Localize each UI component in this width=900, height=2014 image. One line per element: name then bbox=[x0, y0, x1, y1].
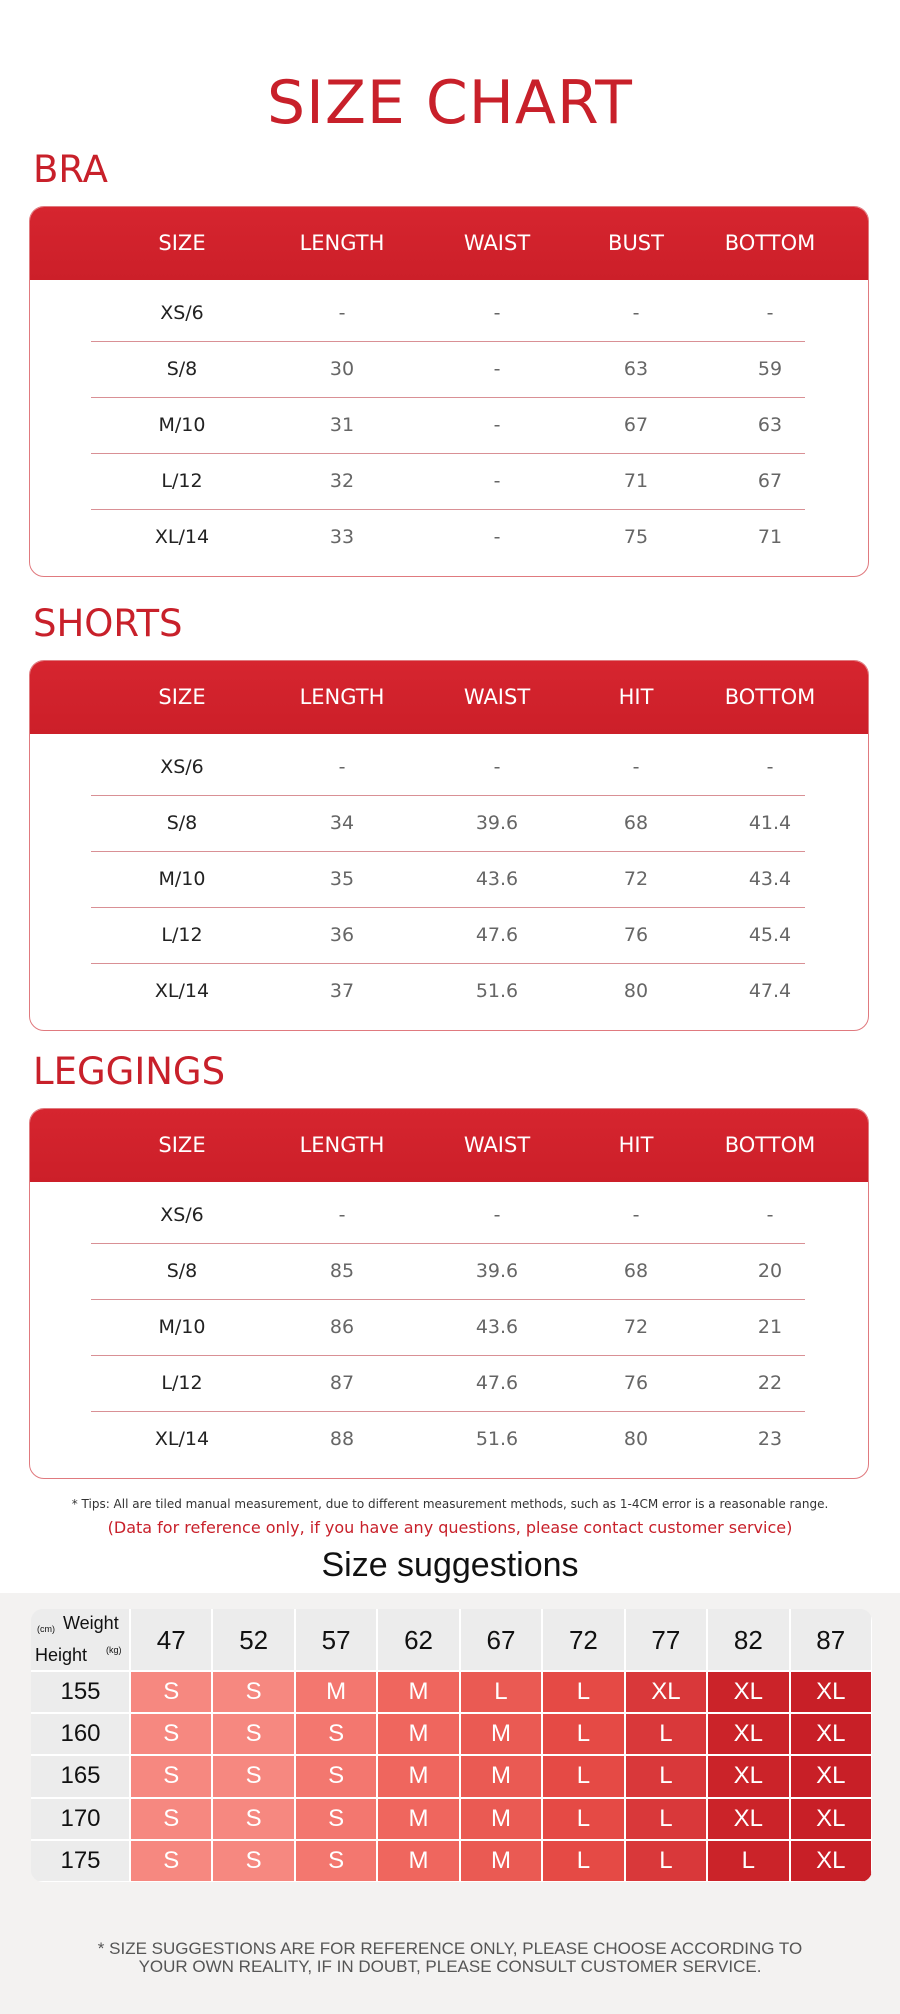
table-row bbox=[91, 285, 805, 342]
table-row bbox=[91, 739, 805, 796]
size-cell: XL/14 bbox=[154, 1428, 210, 1450]
size-suggestion-cell: M bbox=[460, 1798, 542, 1840]
height-row-header: 160 bbox=[31, 1713, 130, 1755]
size-suggestion-cell: XL bbox=[790, 1713, 872, 1755]
size-suggestion-cell: S bbox=[295, 1798, 377, 1840]
measurement-cell: 47.6 bbox=[475, 924, 519, 946]
size-suggestion-cell: M bbox=[377, 1798, 459, 1840]
measurement-cell: 68 bbox=[623, 1260, 649, 1282]
measurement-cell: - bbox=[338, 756, 346, 778]
measurement-cell: - bbox=[493, 526, 501, 548]
size-suggestion-cell: XL bbox=[790, 1798, 872, 1840]
measurement-cell: 21 bbox=[757, 1316, 783, 1338]
size-suggestion-cell: S bbox=[130, 1840, 212, 1882]
measurement-cell: - bbox=[493, 358, 501, 380]
size-suggestion-cell: M bbox=[460, 1840, 542, 1882]
measurement-cell: 43.4 bbox=[748, 868, 792, 890]
size-suggestion-cell: S bbox=[212, 1798, 294, 1840]
size-cell: XS/6 bbox=[160, 756, 204, 778]
measurement-cell: - bbox=[632, 1204, 640, 1226]
measurement-cell: 63 bbox=[623, 358, 649, 380]
kg-unit-label: (kg) bbox=[106, 1645, 122, 1655]
column-header: LENGTH bbox=[299, 685, 385, 709]
measurement-cell: - bbox=[766, 302, 774, 324]
table-header-row bbox=[30, 1109, 868, 1182]
column-header: LENGTH bbox=[299, 1133, 385, 1157]
measurement-cell: 39.6 bbox=[475, 1260, 519, 1282]
measurement-cell: 72 bbox=[623, 1316, 649, 1338]
measurement-cell: 34 bbox=[329, 812, 355, 834]
column-header: WAIST bbox=[463, 231, 531, 255]
size-cell: M/10 bbox=[158, 414, 206, 436]
column-header: LENGTH bbox=[299, 231, 385, 255]
size-suggestion-cell: L bbox=[542, 1755, 624, 1797]
size-suggestion-cell: L bbox=[542, 1840, 624, 1882]
cm-unit-label: (cm) bbox=[37, 1624, 55, 1634]
grid-divider bbox=[31, 1712, 872, 1714]
table-row bbox=[91, 1299, 805, 1356]
measurement-cell: - bbox=[766, 756, 774, 778]
measurement-cell: 30 bbox=[329, 358, 355, 380]
size-suggestion-cell: L bbox=[542, 1713, 624, 1755]
table-row bbox=[91, 397, 805, 454]
reference-note: (Data for reference only, if you have any questions, please contact customer service) bbox=[107, 1518, 793, 1537]
measurement-cell: 51.6 bbox=[475, 980, 519, 1002]
size-suggestion-cell: M bbox=[460, 1755, 542, 1797]
measurement-cell: 85 bbox=[329, 1260, 355, 1282]
measurement-cell: 36 bbox=[329, 924, 355, 946]
measurement-cell: 67 bbox=[757, 470, 783, 492]
column-header: BOTTOM bbox=[724, 231, 816, 255]
measurement-cell: - bbox=[338, 302, 346, 324]
column-header: WAIST bbox=[463, 685, 531, 709]
measurement-cell: 86 bbox=[329, 1316, 355, 1338]
measurement-cell: 41.4 bbox=[748, 812, 792, 834]
size-suggestion-cell: L bbox=[460, 1671, 542, 1713]
measurement-cell: 76 bbox=[623, 1372, 649, 1394]
size-cell: XL/14 bbox=[154, 526, 210, 548]
measurement-cell: 75 bbox=[623, 526, 649, 548]
size-suggestion-cell: L bbox=[625, 1798, 707, 1840]
footnote-line-1: * SIZE SUGGESTIONS ARE FOR REFERENCE ONLY, PLEASE CHOOSE ACCORDING TO bbox=[97, 1939, 803, 1958]
measurement-cell: 71 bbox=[757, 526, 783, 548]
grid-divider bbox=[624, 1609, 626, 1882]
weight-header-cell: 77 bbox=[625, 1609, 707, 1671]
size-suggestion-grid bbox=[31, 1609, 872, 1882]
suggestions-title: Size suggestions bbox=[321, 1546, 579, 1584]
table-row bbox=[91, 1243, 805, 1300]
measurement-cell: 43.6 bbox=[475, 868, 519, 890]
grid-corner-header bbox=[31, 1609, 130, 1671]
weight-header-cell: 87 bbox=[790, 1609, 872, 1671]
measurement-cell: 68 bbox=[623, 812, 649, 834]
column-header: WAIST bbox=[463, 1133, 531, 1157]
grid-divider bbox=[789, 1609, 791, 1882]
size-suggestion-cell: S bbox=[295, 1713, 377, 1755]
weight-header-cell: 62 bbox=[377, 1609, 459, 1671]
size-suggestion-cell: XL bbox=[625, 1671, 707, 1713]
size-suggestion-cell: M bbox=[295, 1671, 377, 1713]
size-cell: S/8 bbox=[166, 1260, 198, 1282]
measurement-cell: - bbox=[493, 756, 501, 778]
measurement-cell: - bbox=[493, 1204, 501, 1226]
size-suggestion-cell: S bbox=[212, 1713, 294, 1755]
size-suggestion-cell: L bbox=[625, 1713, 707, 1755]
grid-divider bbox=[31, 1754, 872, 1756]
grid-divider bbox=[294, 1609, 296, 1882]
measurement-cell: - bbox=[493, 414, 501, 436]
size-suggestion-cell: XL bbox=[707, 1713, 789, 1755]
grid-divider bbox=[541, 1609, 543, 1882]
size-suggestion-cell: L bbox=[707, 1840, 789, 1882]
size-cell: L/12 bbox=[161, 1372, 203, 1394]
table-row bbox=[91, 453, 805, 510]
size-cell: L/12 bbox=[161, 470, 203, 492]
page-title: SIZE CHART bbox=[267, 68, 633, 138]
column-header: BUST bbox=[608, 231, 664, 255]
column-header: HIT bbox=[618, 685, 654, 709]
measurement-cell: - bbox=[632, 756, 640, 778]
measurement-cell: 45.4 bbox=[748, 924, 792, 946]
measurement-cell: - bbox=[493, 470, 501, 492]
size-suggestion-cell: S bbox=[130, 1798, 212, 1840]
weight-header-cell: 82 bbox=[707, 1609, 789, 1671]
grid-divider bbox=[211, 1609, 213, 1882]
measurement-cell: 20 bbox=[757, 1260, 783, 1282]
size-suggestion-cell: XL bbox=[790, 1755, 872, 1797]
table-row bbox=[91, 1411, 805, 1467]
measurement-cell: 59 bbox=[757, 358, 783, 380]
size-suggestion-cell: S bbox=[130, 1671, 212, 1713]
height-row-header: 175 bbox=[31, 1840, 130, 1882]
size-cell: M/10 bbox=[158, 868, 206, 890]
column-header: HIT bbox=[618, 1133, 654, 1157]
column-header: BOTTOM bbox=[724, 1133, 816, 1157]
measurement-cell: 35 bbox=[329, 868, 355, 890]
suggestions-footnote bbox=[0, 1940, 900, 1976]
size-suggestion-cell: S bbox=[212, 1671, 294, 1713]
measurement-cell: 87 bbox=[329, 1372, 355, 1394]
measurement-cell: 47.6 bbox=[475, 1372, 519, 1394]
grid-divider bbox=[31, 1670, 872, 1672]
measurement-tip: * Tips: All are tiled manual measurement, due to different measurement methods, such as 1-4CM error is a reasonable range. bbox=[71, 1497, 829, 1511]
size-suggestion-cell: L bbox=[542, 1671, 624, 1713]
measurement-cell: 80 bbox=[623, 1428, 649, 1450]
size-suggestion-cell: S bbox=[130, 1713, 212, 1755]
measurement-cell: - bbox=[338, 1204, 346, 1226]
table-row bbox=[91, 851, 805, 908]
weight-header-cell: 67 bbox=[460, 1609, 542, 1671]
size-cell: S/8 bbox=[166, 812, 198, 834]
section-title-bra: BRA bbox=[33, 148, 108, 191]
footnote-line-2: YOUR OWN REALITY, IF IN DOUBT, PLEASE CONSULT CUSTOMER SERVICE. bbox=[138, 1957, 762, 1976]
size-suggestion-cell: XL bbox=[707, 1671, 789, 1713]
weight-header-cell: 57 bbox=[295, 1609, 377, 1671]
size-cell: XS/6 bbox=[160, 1204, 204, 1226]
measurement-cell: 22 bbox=[757, 1372, 783, 1394]
size-cell: L/12 bbox=[161, 924, 203, 946]
table-card-shorts bbox=[29, 660, 869, 1031]
measurement-cell: 39.6 bbox=[475, 812, 519, 834]
height-label: Height bbox=[35, 1645, 88, 1665]
size-suggestion-cell: L bbox=[625, 1755, 707, 1797]
size-suggestion-cell: XL bbox=[790, 1840, 872, 1882]
grid-divider bbox=[459, 1609, 461, 1882]
column-header: SIZE bbox=[158, 685, 206, 709]
measurement-cell: 51.6 bbox=[475, 1428, 519, 1450]
height-row-header: 155 bbox=[31, 1671, 130, 1713]
measurement-cell: 80 bbox=[623, 980, 649, 1002]
size-cell: XS/6 bbox=[160, 302, 204, 324]
size-suggestion-cell: M bbox=[377, 1755, 459, 1797]
table-row bbox=[91, 963, 805, 1019]
size-suggestion-cell: S bbox=[212, 1755, 294, 1797]
size-suggestion-cell: XL bbox=[790, 1671, 872, 1713]
measurement-cell: 31 bbox=[329, 414, 355, 436]
grid-divider bbox=[31, 1797, 872, 1799]
weight-header-cell: 72 bbox=[542, 1609, 624, 1671]
size-cell: S/8 bbox=[166, 358, 198, 380]
table-row bbox=[91, 1355, 805, 1412]
size-suggestion-cell: M bbox=[377, 1840, 459, 1882]
measurement-cell: 76 bbox=[623, 924, 649, 946]
size-suggestion-cell: S bbox=[212, 1840, 294, 1882]
weight-header-cell: 47 bbox=[130, 1609, 212, 1671]
table-header-row bbox=[30, 661, 868, 734]
grid-divider bbox=[129, 1609, 131, 1882]
grid-divider bbox=[31, 1839, 872, 1841]
measurement-cell: 88 bbox=[329, 1428, 355, 1450]
size-cell: M/10 bbox=[158, 1316, 206, 1338]
size-suggestion-cell: XL bbox=[707, 1798, 789, 1840]
size-suggestion-cell: S bbox=[295, 1755, 377, 1797]
weight-label: Weight bbox=[63, 1613, 119, 1633]
grid-divider bbox=[706, 1609, 708, 1882]
column-header: BOTTOM bbox=[724, 685, 816, 709]
measurement-cell: - bbox=[632, 302, 640, 324]
table-row bbox=[91, 795, 805, 852]
size-suggestion-cell: M bbox=[377, 1713, 459, 1755]
height-row-header: 170 bbox=[31, 1798, 130, 1840]
measurement-cell: 33 bbox=[329, 526, 355, 548]
size-cell: XL/14 bbox=[154, 980, 210, 1002]
table-card-leggings bbox=[29, 1108, 869, 1479]
measurement-cell: 71 bbox=[623, 470, 649, 492]
measurement-cell: 37 bbox=[329, 980, 355, 1002]
table-row bbox=[91, 509, 805, 565]
measurement-cell: - bbox=[766, 1204, 774, 1226]
column-header: SIZE bbox=[158, 1133, 206, 1157]
grid-divider bbox=[31, 1881, 872, 1882]
column-header: SIZE bbox=[158, 231, 206, 255]
measurement-cell: 32 bbox=[329, 470, 355, 492]
table-row bbox=[91, 907, 805, 964]
measurement-cell: - bbox=[493, 302, 501, 324]
section-title-leggings: LEGGINGS bbox=[33, 1050, 226, 1093]
section-title-shorts: SHORTS bbox=[33, 602, 183, 645]
size-suggestion-cell: M bbox=[377, 1671, 459, 1713]
measurement-cell: 47.4 bbox=[748, 980, 792, 1002]
measurement-cell: 67 bbox=[623, 414, 649, 436]
table-header-row bbox=[30, 207, 868, 280]
measurement-cell: 43.6 bbox=[475, 1316, 519, 1338]
size-suggestion-cell: XL bbox=[707, 1755, 789, 1797]
size-suggestion-cell: L bbox=[542, 1798, 624, 1840]
grid-divider bbox=[871, 1609, 872, 1882]
size-suggestion-cell: L bbox=[625, 1840, 707, 1882]
measurement-cell: 72 bbox=[623, 868, 649, 890]
table-card-bra bbox=[29, 206, 869, 577]
weight-header-cell: 52 bbox=[212, 1609, 294, 1671]
table-row bbox=[91, 1187, 805, 1244]
size-suggestion-cell: S bbox=[130, 1755, 212, 1797]
measurement-cell: 63 bbox=[757, 414, 783, 436]
size-suggestion-cell: S bbox=[295, 1840, 377, 1882]
measurement-cell: 23 bbox=[757, 1428, 783, 1450]
size-suggestion-cell: M bbox=[460, 1713, 542, 1755]
height-row-header: 165 bbox=[31, 1755, 130, 1797]
grid-divider bbox=[376, 1609, 378, 1882]
table-row bbox=[91, 341, 805, 398]
